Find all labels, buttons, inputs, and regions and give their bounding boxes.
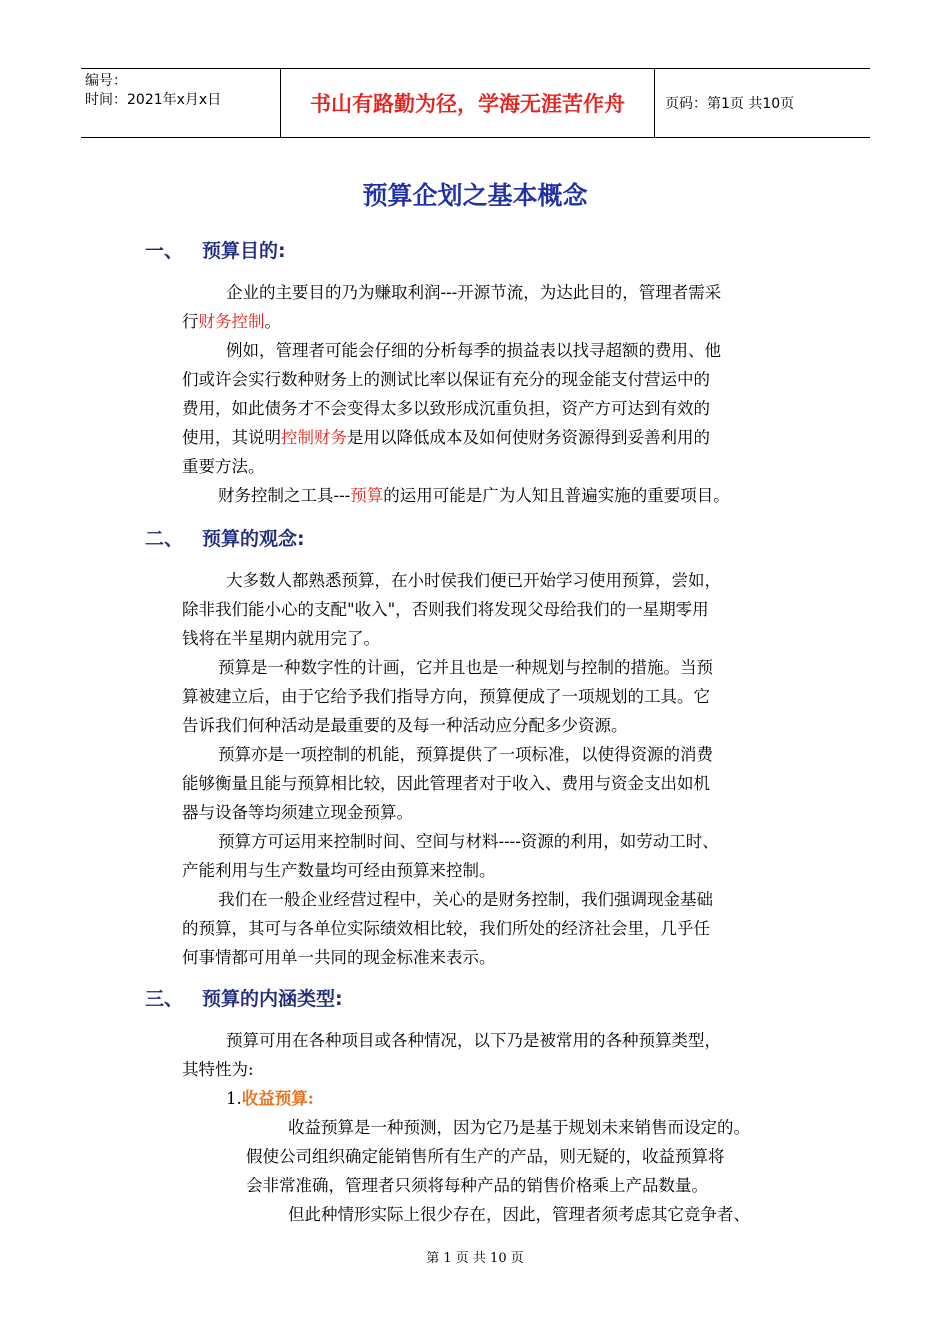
paragraph-line: 们或许会实行数种财务上的测试比率以保证有充分的现金能支付营运中的: [182, 370, 710, 389]
list-label: 收益预算:: [241, 1089, 314, 1108]
paragraph-line: 预算亦是一项控制的机能，预算提供了一项标准，以使得资源的消费: [218, 745, 713, 764]
paragraph-line: 预算方可运用来控制时间、空间与材料----资源的利用，如劳动工时、: [218, 832, 719, 851]
paragraph-line: 产能利用与生产数量均可经由预算来控制。: [182, 861, 496, 880]
paragraph-line: 告诉我们何种活动是最重要的及每一种活动应分配多少资源。: [182, 716, 628, 735]
time-label: 时间：2021年x月x日: [85, 92, 222, 108]
paragraph-line: [218, 481, 730, 511]
paragraph-line: 大多数人都熟悉预算，在小时侯我们便已开始学习使用预算，尝如，: [226, 571, 721, 590]
header-page-code: 页码：第1页 共10页: [665, 96, 795, 112]
page-footer: 第 1 页 共 10 页: [426, 1251, 524, 1266]
number-label: 编号：: [85, 73, 127, 89]
section-title: 预算的观念:: [202, 528, 305, 550]
text: 的运用可能是广为人知且普遍实施的重要项目。: [383, 486, 730, 505]
section-heading-1: [145, 236, 286, 263]
paragraph-line: 例如，管理者可能会仔细的分析每季的损益表以找寻超额的费用、他: [226, 341, 721, 360]
paragraph-line: 费用，如此债务才不会变得太多以致形成沉重负担，资产方可达到有效的: [182, 399, 710, 418]
link-budget: 预算: [350, 486, 384, 505]
list-number: 1.: [226, 1089, 242, 1108]
section-title: 预算目的:: [202, 240, 286, 262]
paragraph-line: 收益预算是一种预测，因为它乃是基于规划未来销售而设定的。: [288, 1118, 750, 1137]
paragraph-line: 能够衡量且能与预算相比较，因此管理者对于收入、费用与资金支出如机: [182, 774, 710, 793]
paragraph-line: 重要方法。: [182, 457, 265, 476]
section-heading-3: [145, 984, 343, 1011]
paragraph-line: 算被建立后，由于它给予我们指导方向，预算便成了一项规划的工具。它: [182, 687, 710, 706]
paragraph-line: 预算可用在各种项目或各种情况，以下乃是被常用的各种预算类型，: [226, 1031, 721, 1050]
paragraph-line: 我们在一般企业经营过程中，关心的是财务控制，我们强调现金基础: [218, 890, 713, 909]
header-meta: [81, 69, 281, 137]
link-control-finance: 控制财务: [281, 428, 347, 447]
paragraph-line: 何事情都可用单一共同的现金标准来表示。: [182, 948, 496, 967]
paragraph-line: 的预算，其可与各单位实际绩效相比较，我们所处的经济社会里，几乎任: [182, 919, 710, 938]
text: 财务控制之工具---: [218, 486, 351, 505]
text: 使用，其说明: [182, 428, 281, 447]
paragraph-line: 但此种情形实际上很少存在，因此，管理者须考虑其它竞争者、: [288, 1205, 750, 1224]
section-heading-2: [145, 524, 305, 551]
paragraph-line: [182, 307, 281, 337]
text: 。: [264, 312, 281, 331]
paragraph-line: [182, 423, 710, 453]
paragraph-line: 企业的主要目的乃为赚取利润---开源节流，为达此目的，管理者需采: [226, 283, 722, 302]
paragraph-line: 钱将在半星期内就用完了。: [182, 629, 380, 648]
section-number: 二、: [145, 528, 184, 550]
header-motto: 书山有路勤为径，学海无涯苦作舟: [281, 69, 655, 137]
page-header: [81, 68, 870, 138]
section-title: 预算的内涵类型:: [202, 988, 343, 1010]
list-item-heading: [226, 1084, 314, 1114]
paragraph-line: 假使公司组织确定能销售所有生产的产品，则无疑的，收益预算将: [246, 1147, 725, 1166]
paragraph-line: 器与设备等均须建立现金预算。: [182, 803, 413, 822]
paragraph-line: 其特性为:: [182, 1060, 254, 1079]
paragraph-line: 预算是一种数字性的计画，它并且也是一种规划与控制的措施。当预: [218, 658, 713, 677]
section-number: 一、: [145, 240, 184, 262]
paragraph-line: 会非常准确，管理者只须将每种产品的销售价格乘上产品数量。: [246, 1176, 708, 1195]
section-number: 三、: [145, 988, 184, 1010]
link-financial-control: 财务控制: [198, 312, 265, 331]
document-title: 预算企划之基本概念: [362, 181, 588, 210]
paragraph-line: 除非我们能小心的支配"收入"，否则我们将发现父母给我们的一星期零用: [182, 600, 709, 619]
text: 行: [182, 312, 199, 331]
text: 是用以降低成本及如何使财务资源得到妥善利用的: [347, 428, 710, 447]
